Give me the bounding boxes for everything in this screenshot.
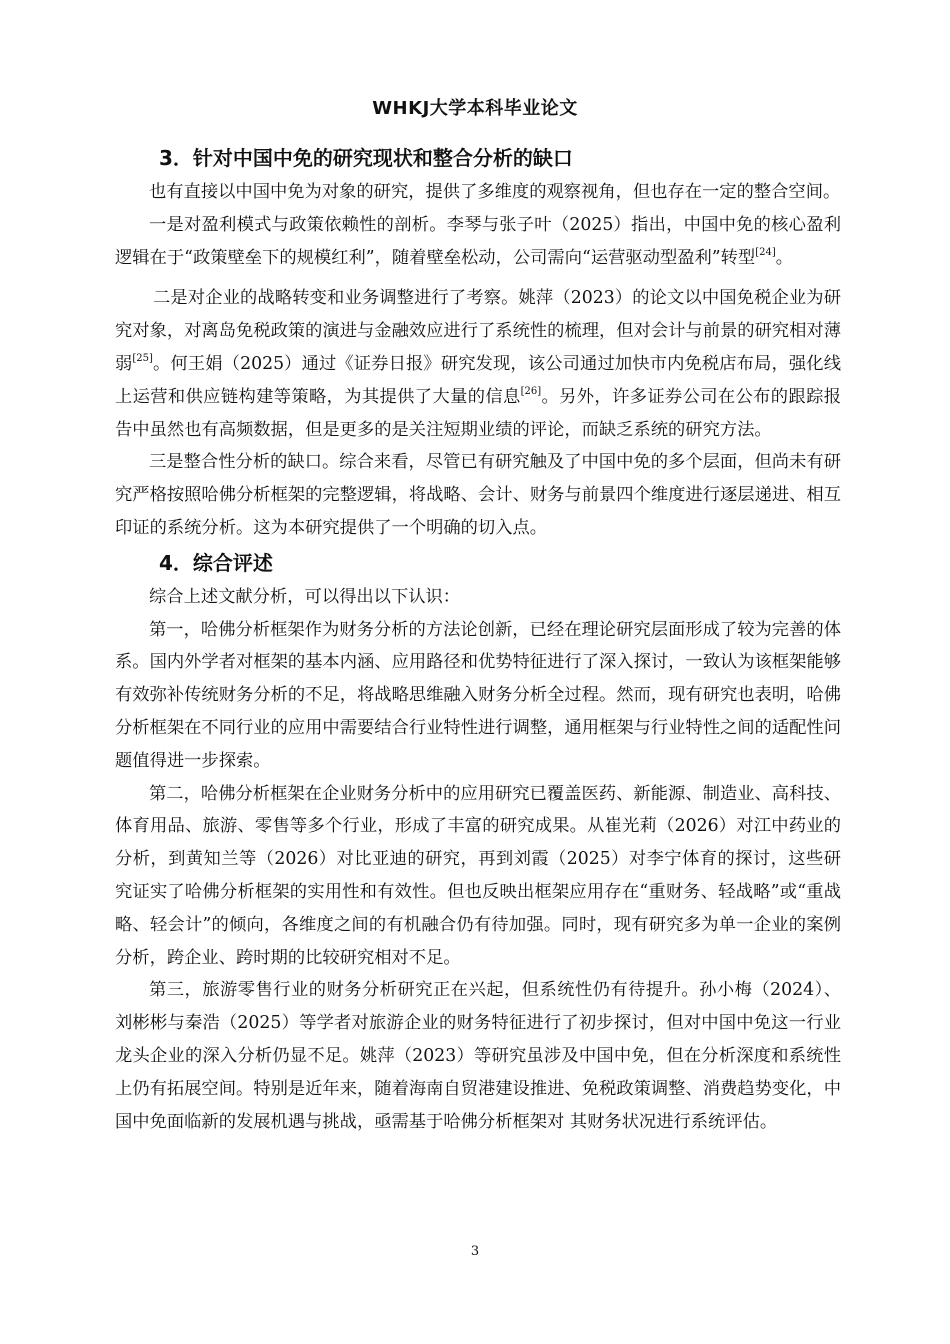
paragraph-text: 一是对盈利模式与政策依赖性的剖析。李琴与张子叶（2025）指出，中国中免的核心盈利逻辑在于“政策壁垒下的规模红利”，随着壁垒松动，公司需向“运营驱动型盈利”转型 [115,214,841,268]
paragraph-text: 。另外，许多证券公司在公布的跟踪报告中虽然也有高频数据，但是更多的是关注短期业绩的评论，而缺乏系统的研究方法。 [115,386,841,440]
paragraph: 三是整合性分析的缺口。综合来看，尽管已有研究触及了中国中免的多个层面，但尚未有研究严格按照哈佛分析框架的完整逻辑，将战略、会计、财务与前景四个维度进行逐层递进、相互印证的系统分析。这为本研究提供了一个明确的切入点。 [115,452,841,538]
citation-marker: [24] [755,246,776,258]
section-heading-3: 3．针对中国中免的研究现状和整合分析的缺口 [159,146,573,170]
paragraph-text: 。何王娟（2025）通过《证券日报》研究发现，该公司通过加快市内免税店布局，强化线上运营和供应链构建等策略，为其提供了大量的信息 [115,353,841,407]
paragraph-text: 二是对企业的战略转变和业务调整进行了考察。姚萍（2023）的论文以中国免税企业为研究对象，对离岛免税政策的演进与金融效应进行了系统性的梳理，但对会计与前景的研究相对薄弱 [115,288,841,374]
running-header: WHKJ大学本科毕业论文 [372,98,578,119]
paragraph-text: 。 [775,247,794,268]
paragraph [115,282,841,446]
citation-marker: [25] [132,352,153,364]
page-number: 3 [470,1244,480,1259]
section-heading-4: 4．综合评述 [159,550,273,575]
paragraph: 综合上述文献分析，可以得出以下认识： [149,586,461,607]
paragraph-gap [115,274,841,282]
paragraph: 第一，哈佛分析框架作为财务分析的方法论创新，已经在理论研究层面形成了较为完善的体系。国内外学者对框架的基本内涵、应用路径和优势特征进行了深入探讨，一致认为该框架能够有效弥补传统财务分析的不足，将战略思维融入财务分析全过程。然而，现有研究也表明，哈佛分析框架在不同行业的应用中需要结合行业特性进行调整，通用框架与行业特性之间的适配性问题值得进一步探索。 [115,619,841,771]
citation-marker: [26] [520,385,542,397]
page-body [115,140,841,1138]
paragraph: 第三，旅游零售行业的财务分析研究正在兴起，但系统性仍有待提升。孙小梅（2024）、刘彬彬与秦浩（2025）等学者对旅游企业的财务特征进行了初步探讨，但对中国中免这一行业龙头企业的深入分析仍显不足。姚萍（2023）等研究虽涉及中国中免，但在分析深度和系统性上仍有拓展空间。特别是近年来，随着海南自贸港建设推进、免税政策调整、消费趋势变化，中国中免面临新的发展机遇与挑战，亟需基于哈佛分析框架对 其财务状况进行系统评估。 [115,980,841,1132]
paragraph [115,209,841,275]
paragraph: 第二，哈佛分析框架在企业财务分析中的应用研究已覆盖医药、新能源、制造业、高科技、体育用品、旅游、零售等多个行业，形成了丰富的研究成果。从崔光莉（2026）对江中药业的分析，到黄知兰等（2026）对比亚迪的研究，再到刘霞（2025）对李宁体育的探讨，这些研究证实了哈佛分析框架的实用性和有效性。但也反映出框架应用存在“重财务、轻战略”或“重战略、轻会计”的倾向，各维度之间的有机融合仍有待加强。同时，现有研究多为单一企业的案例分析，跨企业、跨时期的比较研究相对不足。 [115,783,841,968]
paragraph: 也有直接以中国中免为对象的研究，提供了多维度的观察视角，但也存在一定的整合空间。 [149,182,841,202]
